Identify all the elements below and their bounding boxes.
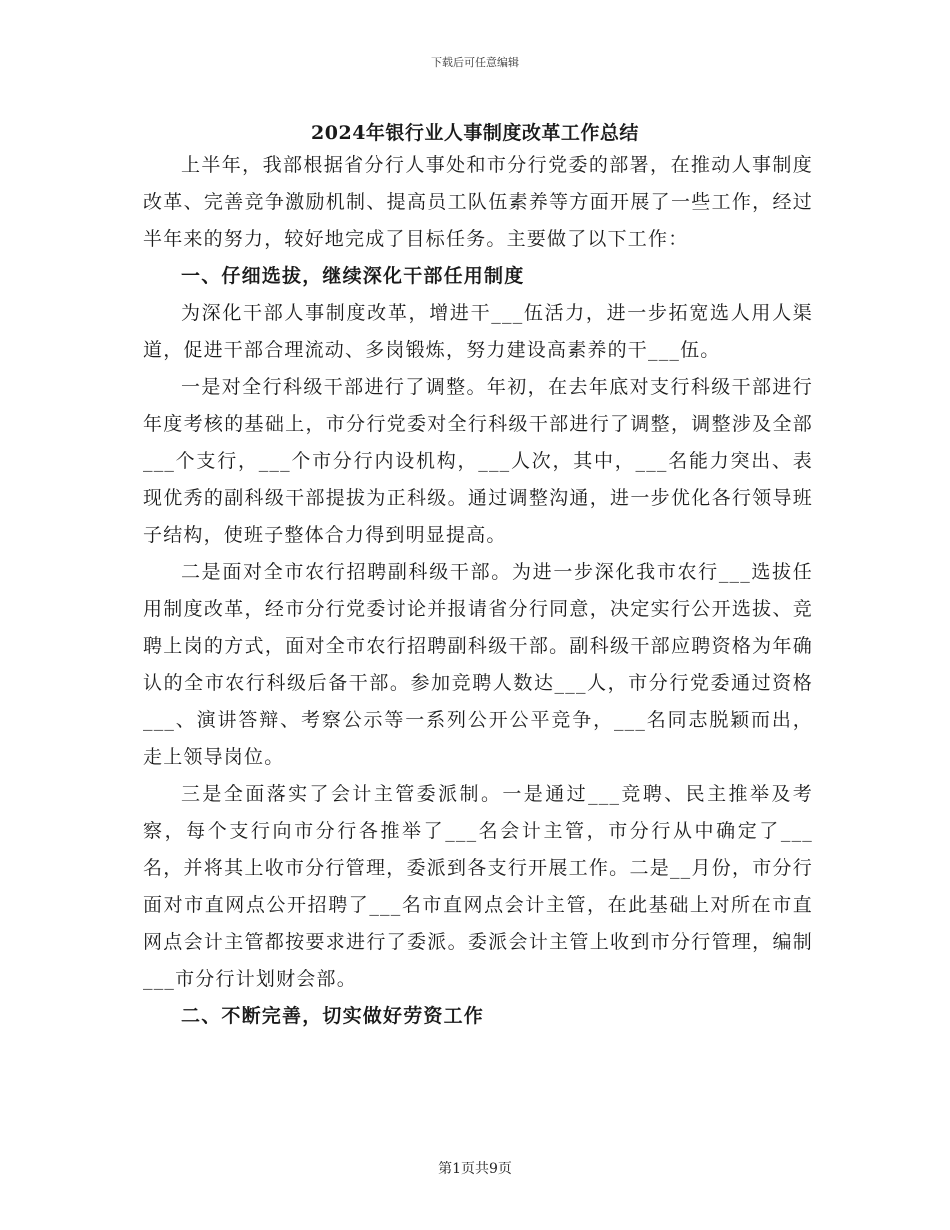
paragraph-intro: 上半年，我部根据省分行人事处和市分行党委的部署，在推动人事制度改革、完善竞争激励机制、提高员工队伍素养等方面开展了一些工作，经过半年来的努力，较好地完成了目标任务。主要做了以下工作：: [143, 154, 813, 250]
paragraph-section1-overview: 为深化干部人事制度改革，增进干___伍活力，进一步拓宽选人用人渠道，促进干部合理流动、多岗锻炼，努力建设高素养的干___伍。: [143, 302, 813, 361]
paragraph-item-2: 二是面对全市农行招聘副科级干部。为进一步深化我市农行___选拔任用制度改革，经市分行党委讨论并报请省分行同意，决定实行公开选拔、竞聘上岗的方式，面对全市农行招聘副科级干部。副科级干部应聘资格为年确认的全市农行科级后备干部。参加竞聘人数达___人，市分行党委通过资格___、演讲答辩、考察公示等一系列公开公平竞争，___名同志脱颖而出，走上领导岗位。: [143, 561, 813, 768]
section-heading-2: 二、不断完善，切实做好劳资工作: [181, 1005, 485, 1027]
document-title: 2024年银行业人事制度改革工作总结: [311, 122, 639, 144]
page-header-note: 下载后可任意编辑: [431, 56, 519, 69]
page-number: 第1页共9页: [438, 1161, 512, 1177]
paragraph-item-1: 一是对全行科级干部进行了调整。年初，在去年底对支行科级干部进行年度考核的基础上，市分行党委对全行科级干部进行了调整，调整涉及全部___个支行，___个市分行内设机构，___人次，其中，___名能力突出、表现优秀的副科级干部提拔为正科级。通过调整沟通，进一步优化各行领导班子结构，使班子整体合力得到明显提高。: [143, 376, 813, 546]
section-heading-1: 一、仔细选拔，继续深化干部任用制度: [181, 265, 525, 287]
paragraph-item-3: 三是全面落实了会计主管委派制。一是通过___竞聘、民主推举及考察，每个支行向市分行各推举了___名会计主管，市分行从中确定了___名，并将其上收市分行管理，委派到各支行开展工作。二是__月份，市分行面对市直网点公开招聘了___名市直网点会计主管，在此基础上对所在市直网点会计主管都按要求进行了委派。委派会计主管上收到市分行管理，编制___市分行计划财会部。: [143, 783, 813, 990]
document-body: [143, 147, 813, 1035]
